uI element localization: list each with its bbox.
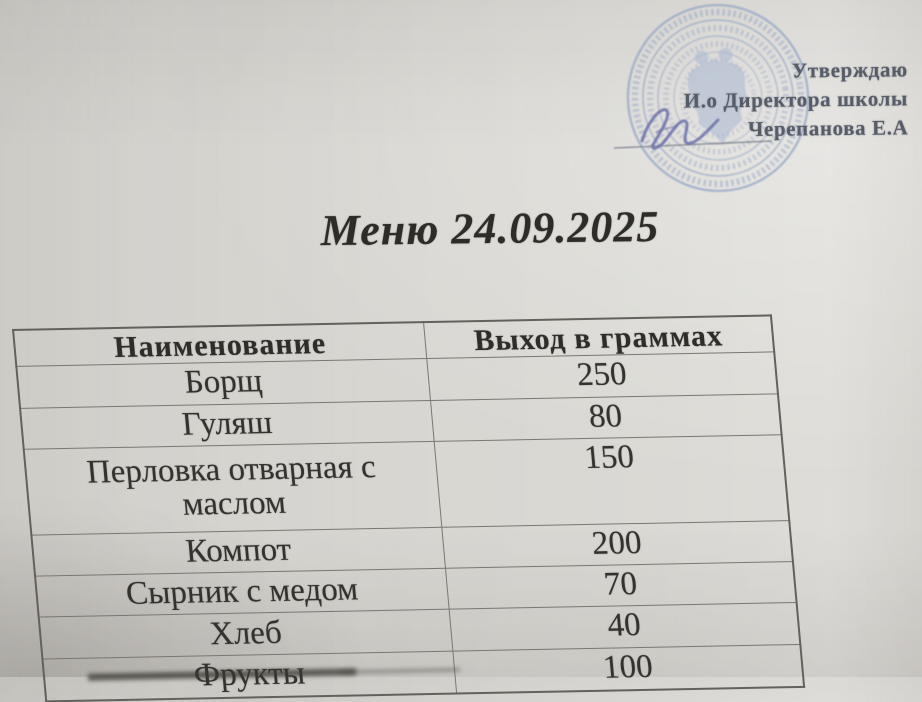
dish-name-cell: Борщ (16, 359, 430, 408)
approval-line-2: И.о Директора школы (683, 86, 909, 113)
column-header-grams: Выход в граммах (423, 315, 774, 358)
approval-line-3: Черепанова Е.А (747, 115, 909, 142)
grams-value-cell: 40 (449, 603, 801, 652)
dish-name-cell: Сырник с медом (35, 568, 449, 617)
grams-value-cell: 250 (426, 352, 778, 400)
signature (612, 93, 784, 153)
menu-table-container (12, 314, 803, 702)
approval-line-1: Утверждаю (791, 57, 908, 83)
dish-name-cell: Хлеб (39, 610, 453, 660)
grams-value-cell: 200 (441, 520, 793, 568)
grams-value-cell: 70 (445, 562, 797, 610)
dish-name-cell: Компот (31, 527, 445, 576)
menu-table-body (16, 352, 804, 701)
grams-value-cell: 80 (430, 393, 782, 441)
column-header-name: Наименование (13, 322, 426, 367)
dish-name-cell: Перловка отварная с маслом (24, 441, 442, 535)
grams-value-cell: 150 (434, 435, 790, 528)
menu-table (12, 314, 805, 702)
page-title: Меню 24.09.2025 (320, 201, 660, 256)
table-row (24, 435, 790, 535)
grams-value-cell: 100 (452, 645, 804, 693)
dish-name-cell: Гуляш (20, 400, 434, 449)
